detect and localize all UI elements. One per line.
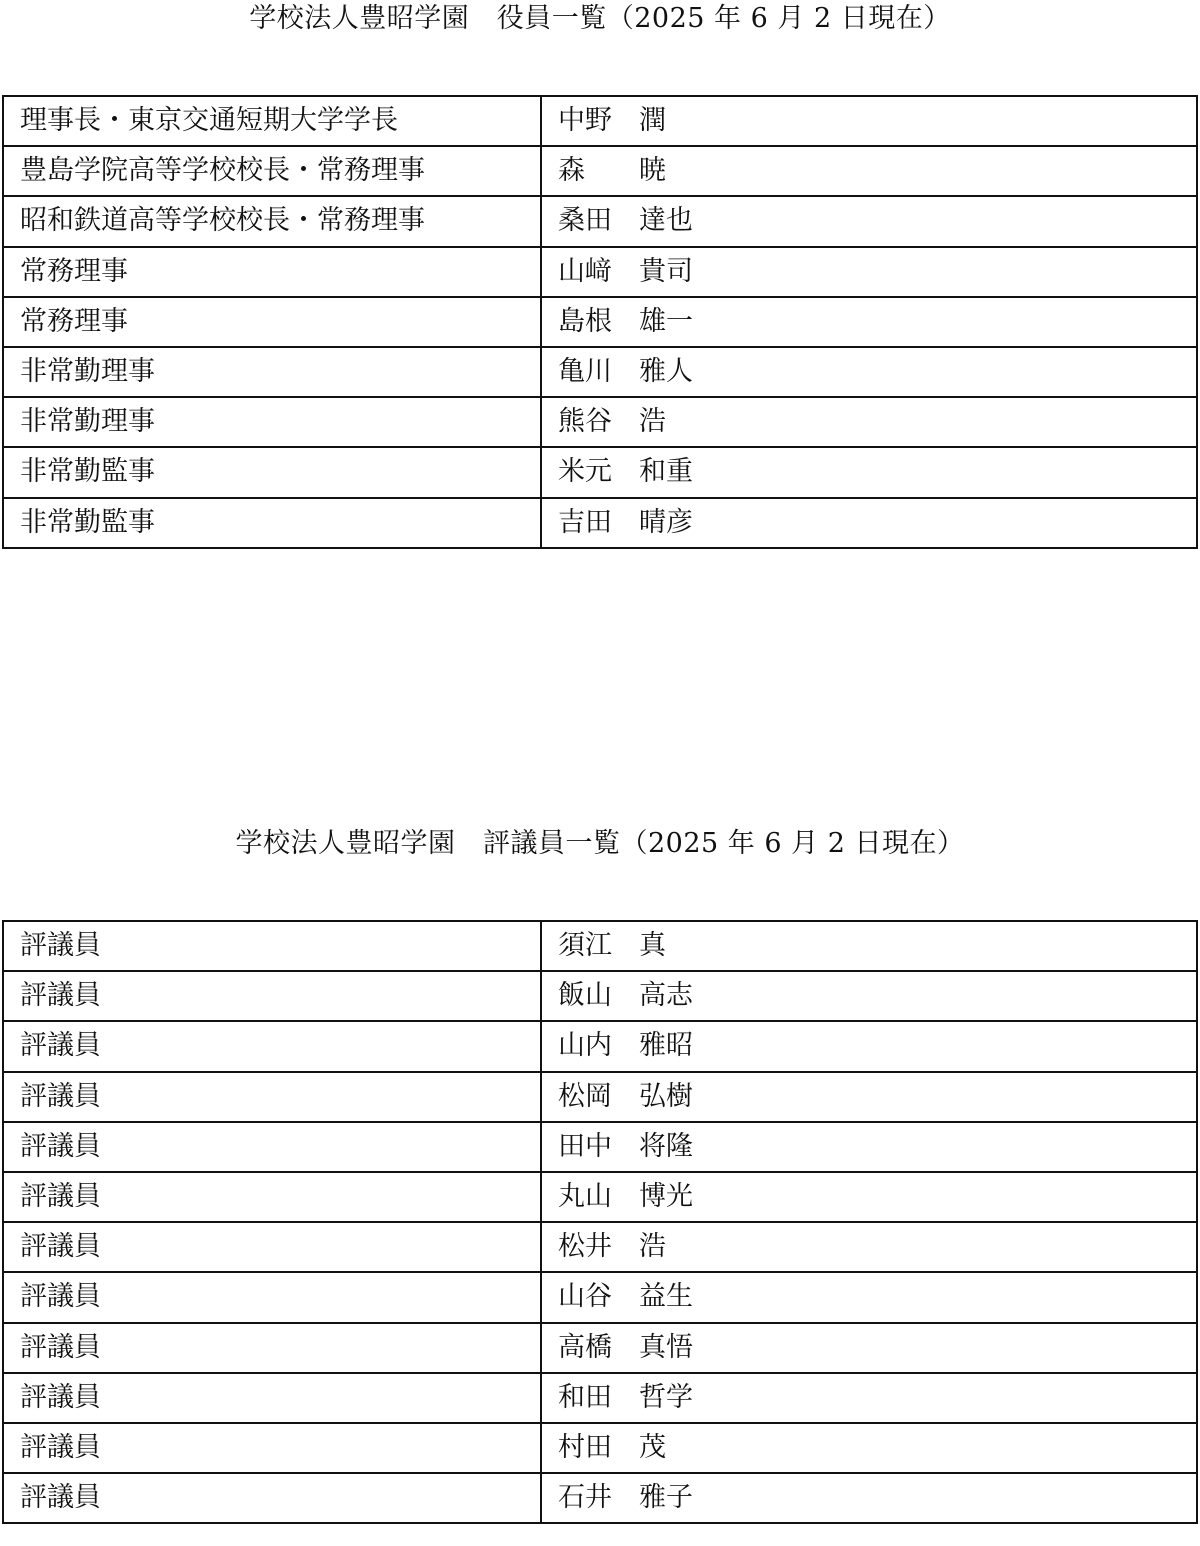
table-row [3, 1122, 1197, 1172]
role-cell: 常務理事 [3, 297, 541, 347]
table-row [3, 196, 1197, 246]
name-cell: 村田 茂 [541, 1423, 1197, 1473]
name-cell: 島根 雄一 [541, 297, 1197, 347]
name-cell: 和田 哲学 [541, 1373, 1197, 1423]
table-row [3, 921, 1197, 971]
name-cell: 山谷 益生 [541, 1272, 1197, 1322]
name-cell: 吉田 晴彦 [541, 498, 1197, 548]
role-cell: 評議員 [3, 1423, 541, 1473]
table-row [3, 971, 1197, 1021]
name-cell: 中野 潤 [541, 96, 1197, 146]
table-row [3, 347, 1197, 397]
table-row [3, 1222, 1197, 1272]
table-row [3, 1272, 1197, 1322]
table-row [3, 1473, 1197, 1523]
officers-table [2, 95, 1198, 549]
role-cell: 常務理事 [3, 247, 541, 297]
officers-list-title: 学校法人豊昭学園 役員一覧（2025 年 6 月 2 日現在） [249, 3, 951, 34]
councilors-list-title: 学校法人豊昭学園 評議員一覧（2025 年 6 月 2 日現在） [235, 828, 965, 859]
role-cell: 昭和鉄道高等学校校長・常務理事 [3, 196, 541, 246]
table-row [3, 247, 1197, 297]
table-row [3, 297, 1197, 347]
role-cell: 非常勤監事 [3, 498, 541, 548]
role-cell: 評議員 [3, 1172, 541, 1222]
name-cell: 飯山 高志 [541, 971, 1197, 1021]
role-cell: 豊島学院高等学校校長・常務理事 [3, 146, 541, 196]
role-cell: 非常勤理事 [3, 347, 541, 397]
table-row [3, 146, 1197, 196]
table-row [3, 1172, 1197, 1222]
name-cell: 松岡 弘樹 [541, 1072, 1197, 1122]
name-cell: 米元 和重 [541, 447, 1197, 497]
table-row [3, 1423, 1197, 1473]
role-cell: 理事長・東京交通短期大学学長 [3, 96, 541, 146]
name-cell: 桑田 達也 [541, 196, 1197, 246]
name-cell: 石井 雅子 [541, 1473, 1197, 1523]
name-cell: 須江 真 [541, 921, 1197, 971]
table-row [3, 1373, 1197, 1423]
name-cell: 丸山 博光 [541, 1172, 1197, 1222]
role-cell: 評議員 [3, 1021, 541, 1071]
name-cell: 高橋 真悟 [541, 1323, 1197, 1373]
table-row [3, 1323, 1197, 1373]
role-cell: 非常勤監事 [3, 447, 541, 497]
role-cell: 評議員 [3, 1072, 541, 1122]
table-row [3, 1021, 1197, 1071]
name-cell: 亀川 雅人 [541, 347, 1197, 397]
table-row [3, 498, 1197, 548]
table-row [3, 447, 1197, 497]
table-row [3, 1072, 1197, 1122]
table-row [3, 96, 1197, 146]
name-cell: 田中 将隆 [541, 1122, 1197, 1172]
role-cell: 評議員 [3, 971, 541, 1021]
name-cell: 森 暁 [541, 146, 1197, 196]
role-cell: 非常勤理事 [3, 397, 541, 447]
role-cell: 評議員 [3, 921, 541, 971]
name-cell: 熊谷 浩 [541, 397, 1197, 447]
name-cell: 松井 浩 [541, 1222, 1197, 1272]
role-cell: 評議員 [3, 1323, 541, 1373]
role-cell: 評議員 [3, 1373, 541, 1423]
name-cell: 山内 雅昭 [541, 1021, 1197, 1071]
role-cell: 評議員 [3, 1272, 541, 1322]
councilors-table [2, 920, 1198, 1524]
role-cell: 評議員 [3, 1122, 541, 1172]
table-row [3, 397, 1197, 447]
role-cell: 評議員 [3, 1222, 541, 1272]
name-cell: 山﨑 貴司 [541, 247, 1197, 297]
role-cell: 評議員 [3, 1473, 541, 1523]
